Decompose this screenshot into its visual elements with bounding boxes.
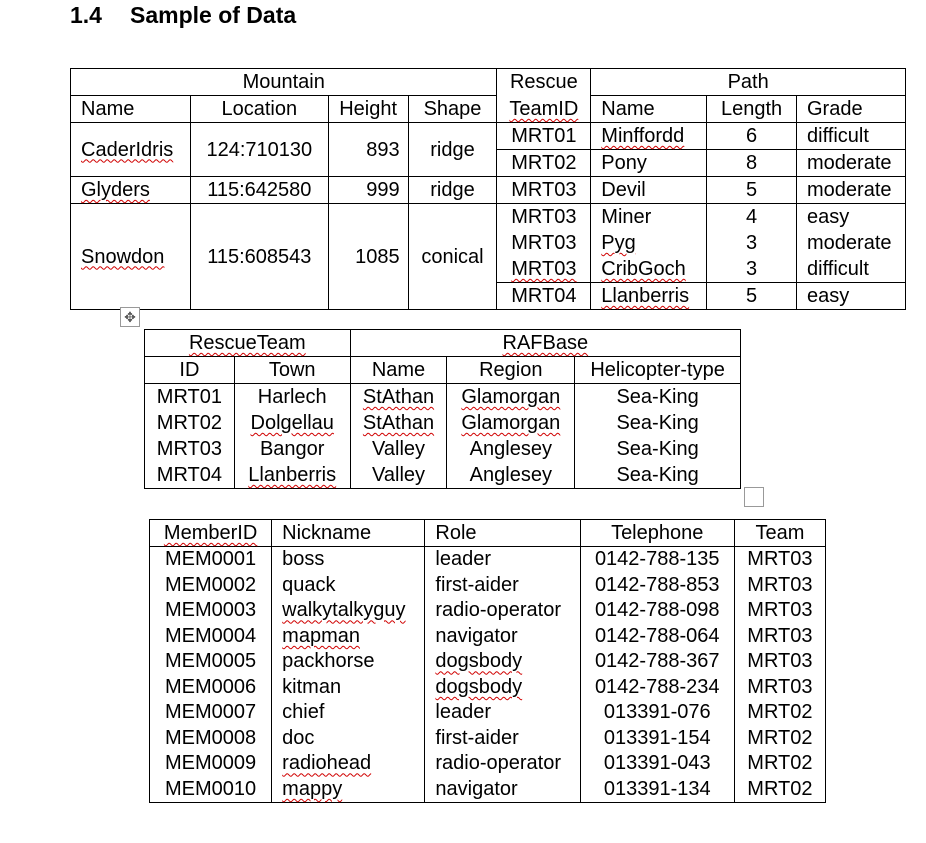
section-heading <box>70 2 296 29</box>
member-team: MRT02 <box>734 776 825 802</box>
team-town: Bangor <box>234 436 350 462</box>
member-nickname: quack <box>272 572 425 598</box>
base-region <box>447 384 575 411</box>
path-name <box>591 283 707 310</box>
table-row <box>71 123 906 150</box>
col-member-id-label: MemberID <box>163 521 258 544</box>
member-telephone: 0142-788-135 <box>580 546 734 572</box>
path-team <box>497 256 591 283</box>
section-number: 1.4 <box>70 2 102 28</box>
path-grade: easy <box>797 204 906 231</box>
base-region-label: Glamorgan <box>461 386 561 408</box>
rescue-team-rafbase-table <box>144 329 741 489</box>
path-length: 5 <box>707 283 797 310</box>
member-team: MRT03 <box>734 649 825 675</box>
member-role: navigator <box>425 776 580 802</box>
path-name <box>591 230 707 256</box>
path-length: 6 <box>707 123 797 150</box>
group-raf-base-label: RAFBase <box>502 332 589 354</box>
member-nickname: boss <box>272 546 425 572</box>
member-role: radio-operator <box>425 598 580 624</box>
member-nickname: packhorse <box>272 649 425 675</box>
member-team: MRT03 <box>734 546 825 572</box>
member-team: MRT03 <box>734 598 825 624</box>
path-name: Devil <box>591 177 707 204</box>
team-id: MRT02 <box>145 410 235 436</box>
path-team: MRT02 <box>497 150 591 177</box>
col-town: Town <box>234 357 350 384</box>
member-id: MEM0006 <box>150 674 272 700</box>
column-header-row <box>145 357 741 384</box>
col-helicopter: Helicopter-type <box>575 357 741 384</box>
helicopter-type: Sea-King <box>575 436 741 462</box>
member-id: MEM0002 <box>150 572 272 598</box>
member-nickname: kitman <box>272 674 425 700</box>
member-id: MEM0008 <box>150 725 272 751</box>
mountain-location: 124:710130 <box>190 123 328 177</box>
table-row <box>150 598 826 624</box>
helicopter-type: Sea-King <box>575 384 741 411</box>
team-town-label: Dolgellau <box>250 412 334 434</box>
mountain-path-table <box>70 68 906 310</box>
path-grade: difficult <box>797 256 906 283</box>
mountain-name <box>71 204 191 310</box>
mountain-height: 999 <box>328 177 408 204</box>
table-row <box>71 204 906 231</box>
helicopter-type: Sea-King <box>575 410 741 436</box>
member-telephone: 013391-076 <box>580 700 734 726</box>
mountain-location: 115:608543 <box>190 204 328 310</box>
col-path-name: Name <box>591 96 707 123</box>
path-name-label: CribGoch <box>601 258 686 280</box>
member-telephone: 013391-043 <box>580 751 734 777</box>
table-row <box>150 725 826 751</box>
col-teamid <box>497 96 591 123</box>
mountain-location: 115:642580 <box>190 177 328 204</box>
path-name-label: Llanberris <box>601 285 690 307</box>
path-name-label: Pyg <box>601 232 636 254</box>
table-move-handle-icon[interactable]: ✥ <box>120 307 140 327</box>
path-grade: difficult <box>797 123 906 150</box>
mountain-name <box>71 177 191 204</box>
path-name <box>591 256 707 283</box>
member-telephone: 0142-788-064 <box>580 623 734 649</box>
base-name-label: StAthan <box>362 412 435 434</box>
col-grade: Grade <box>797 96 906 123</box>
base-name: Valley <box>350 462 447 489</box>
base-name-label: StAthan <box>362 386 435 408</box>
col-region: Region <box>447 357 575 384</box>
member-nickname: chief <box>272 700 425 726</box>
group-header-row <box>71 69 906 96</box>
group-raf-base <box>350 330 740 357</box>
member-telephone: 013391-154 <box>580 725 734 751</box>
team-id: MRT01 <box>145 384 235 411</box>
member-role: leader <box>425 546 580 572</box>
path-name <box>591 123 707 150</box>
member-id: MEM0005 <box>150 649 272 675</box>
col-location: Location <box>190 96 328 123</box>
member-team: MRT02 <box>734 725 825 751</box>
member-nickname <box>272 598 425 624</box>
path-grade: easy <box>797 283 906 310</box>
group-path: Path <box>591 69 906 96</box>
col-id: ID <box>145 357 235 384</box>
col-teamid-label: TeamID <box>509 97 579 120</box>
table-resize-handle-icon[interactable] <box>744 487 764 507</box>
path-name: Miner <box>591 204 707 231</box>
col-height: Height <box>328 96 408 123</box>
path-name-label: Minffordd <box>601 125 685 147</box>
member-team: MRT02 <box>734 700 825 726</box>
base-region: Anglesey <box>447 436 575 462</box>
member-role: navigator <box>425 623 580 649</box>
team-town: Harlech <box>234 384 350 411</box>
team-town <box>234 410 350 436</box>
team-town <box>234 462 350 489</box>
path-grade: moderate <box>797 150 906 177</box>
path-team-label: MRT03 <box>511 258 577 280</box>
member-team: MRT03 <box>734 674 825 700</box>
member-id: MEM0003 <box>150 598 272 624</box>
table-row <box>145 384 741 411</box>
table-row <box>145 462 741 489</box>
mountain-shape: ridge <box>408 177 497 204</box>
team-id: MRT03 <box>145 436 235 462</box>
member-role: radio-operator <box>425 751 580 777</box>
mountain-name-label: Glyders <box>81 179 150 201</box>
team-town-label: Llanberris <box>248 464 337 486</box>
path-length: 8 <box>707 150 797 177</box>
mountain-name-label: CaderIdris <box>81 138 174 161</box>
table-row <box>145 436 741 462</box>
member-team: MRT03 <box>734 572 825 598</box>
member-telephone: 013391-134 <box>580 776 734 802</box>
table-row <box>150 546 826 572</box>
group-mountain: Mountain <box>71 69 497 96</box>
path-team: MRT03 <box>497 204 591 231</box>
path-team: MRT03 <box>497 177 591 204</box>
member-telephone: 0142-788-367 <box>580 649 734 675</box>
base-name <box>350 384 447 411</box>
member-id: MEM0010 <box>150 776 272 802</box>
table-row <box>150 776 826 802</box>
member-id: MEM0009 <box>150 751 272 777</box>
member-nickname <box>272 623 425 649</box>
column-header-row <box>71 96 906 123</box>
member-id: MEM0004 <box>150 623 272 649</box>
member-nickname-label: mappy <box>282 777 343 800</box>
member-role-label: dogsbody <box>435 650 523 673</box>
member-nickname: doc <box>272 725 425 751</box>
team-id: MRT04 <box>145 462 235 489</box>
member-role: leader <box>425 700 580 726</box>
member-role: first-aider <box>425 572 580 598</box>
member-nickname-label: radiohead <box>282 752 372 775</box>
mountain-name <box>71 123 191 177</box>
group-rescue: Rescue <box>497 69 591 96</box>
table-row <box>150 649 826 675</box>
mountain-shape: ridge <box>408 123 497 177</box>
member-role: first-aider <box>425 725 580 751</box>
base-region: Anglesey <box>447 462 575 489</box>
col-member-id <box>150 520 272 547</box>
path-name: Pony <box>591 150 707 177</box>
group-rescue-team <box>145 330 351 357</box>
table-row <box>150 751 826 777</box>
member-table <box>149 519 826 803</box>
table-row <box>150 572 826 598</box>
col-role: Role <box>425 520 580 547</box>
group-rescue-team-label: RescueTeam <box>188 332 306 354</box>
col-telephone: Telephone <box>580 520 734 547</box>
path-length: 3 <box>707 256 797 283</box>
group-header-row <box>145 330 741 357</box>
base-region <box>447 410 575 436</box>
mountain-name-label: Snowdon <box>81 245 165 268</box>
member-id: MEM0001 <box>150 546 272 572</box>
member-nickname-label: mapman <box>282 624 360 647</box>
col-team: Team <box>734 520 825 547</box>
mountain-height: 893 <box>328 123 408 177</box>
member-role-label: dogsbody <box>435 675 523 698</box>
member-nickname <box>272 751 425 777</box>
col-nickname: Nickname <box>272 520 425 547</box>
path-team: MRT04 <box>497 283 591 310</box>
section-title: Sample of Data <box>130 2 297 28</box>
table-row <box>150 674 826 700</box>
path-grade: moderate <box>797 177 906 204</box>
base-region-label: Glamorgan <box>461 412 561 434</box>
col-name: Name <box>71 96 191 123</box>
member-telephone: 0142-788-098 <box>580 598 734 624</box>
table-row <box>150 623 826 649</box>
member-team: MRT03 <box>734 623 825 649</box>
col-name: Name <box>350 357 447 384</box>
member-role <box>425 649 580 675</box>
path-length: 3 <box>707 230 797 256</box>
table-row <box>145 410 741 436</box>
base-name: Valley <box>350 436 447 462</box>
member-team: MRT02 <box>734 751 825 777</box>
col-shape: Shape <box>408 96 497 123</box>
table-row <box>71 177 906 204</box>
table-row <box>150 700 826 726</box>
member-telephone: 0142-788-234 <box>580 674 734 700</box>
member-role <box>425 674 580 700</box>
path-team: MRT01 <box>497 123 591 150</box>
member-telephone: 0142-788-853 <box>580 572 734 598</box>
column-header-row <box>150 520 826 547</box>
member-nickname <box>272 776 425 802</box>
member-id: MEM0007 <box>150 700 272 726</box>
helicopter-type: Sea-King <box>575 462 741 489</box>
mountain-height: 1085 <box>328 204 408 310</box>
path-team: MRT03 <box>497 230 591 256</box>
path-length: 4 <box>707 204 797 231</box>
path-grade: moderate <box>797 230 906 256</box>
member-nickname-label: walkytalkyguy <box>282 599 406 622</box>
base-name <box>350 410 447 436</box>
col-length: Length <box>707 96 797 123</box>
mountain-shape: conical <box>408 204 497 310</box>
path-length: 5 <box>707 177 797 204</box>
